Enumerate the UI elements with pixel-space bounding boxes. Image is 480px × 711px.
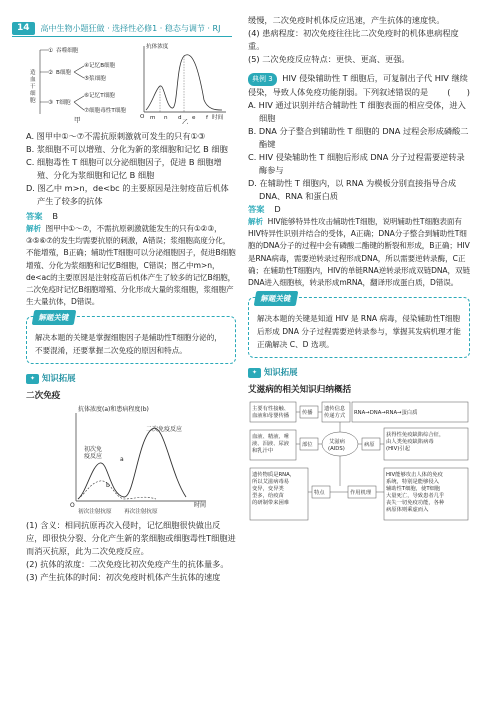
tip-box xyxy=(248,294,470,358)
question2-stem xyxy=(248,72,470,99)
header-rule xyxy=(12,36,232,37)
option-a: A. HIV 通过识别并结合辅助性 T 细胞表面的相应受体，进入细胞 xyxy=(248,100,466,123)
aids-concept-map xyxy=(248,400,470,526)
tip-text: 解决本题的关键是知道 HIV 是 RNA 病毒，侵染辅助性T细胞后形成 DNA 分子过程需要逆转录参与，掌握其发病机理才能正确解决 C、D 选项。 xyxy=(257,314,461,350)
stem-text: HIV 侵染辅助性 T 细胞后，可复制出子代 HIV 继续侵染，导致人体免疫功能削弱。下列叙述错误的是 xyxy=(248,73,468,97)
chart-time: 时间 xyxy=(194,502,207,510)
answer-bracket: ( ) xyxy=(447,87,470,97)
analysis-label: 解析 xyxy=(248,217,263,226)
fig-label: n xyxy=(164,115,168,121)
chart-second-injection: 再次注射抗原 xyxy=(124,509,158,516)
section-subtitle: 艾滋病的相关知识归纳概括 xyxy=(248,385,352,396)
map-text: RNA→DNA→RNA→蛋白质 xyxy=(354,410,418,417)
analysis xyxy=(26,223,236,308)
map-text: 获得性免疫缺陷综合征，由人类免疫缺陷病毒(HIV)引起 xyxy=(386,432,445,453)
bulb-icon: ✦ xyxy=(26,374,39,384)
map-text: 特点 xyxy=(314,490,325,497)
fig-brace-label: 造血干细胞 xyxy=(30,70,36,104)
question1-options xyxy=(26,130,236,208)
chart-first-injection: 初次注射抗原 xyxy=(78,509,112,516)
map-text: 主要有性接触、血液和母婴传播 xyxy=(252,406,290,420)
section-label: 知识拓展 xyxy=(42,373,76,384)
option-b: B. DNA 分子整合到辅助性 T 细胞的 DNA 过程会形成磷酸二酯键 xyxy=(248,126,469,149)
fig-graph-ylabel: 抗体浓度 xyxy=(146,44,169,50)
section-header xyxy=(248,366,470,379)
tip-title: 解题关键 xyxy=(32,310,77,325)
section-header xyxy=(26,372,236,385)
fig-node: ② xyxy=(48,70,54,76)
section-label: 知识拓展 xyxy=(264,367,298,378)
fig-node: ④记忆B细胞 xyxy=(84,63,116,69)
point-1: (1) 含义：相同抗原再次入侵时，记忆细胞很快做出反应，即很快分裂、分化产生新的浆细胞或细胞毒性T细胞进而消灭抗原，此为二次免疫反应。 xyxy=(26,520,236,557)
fig-node: ⑤浆细胞 xyxy=(84,76,106,82)
map-text: 遗传信息传递方式 xyxy=(324,406,346,420)
tip-title: 解题关键 xyxy=(254,291,299,306)
figure-secondary-immunity xyxy=(26,403,236,515)
page-number: 14 xyxy=(12,22,35,35)
option-c: C. HIV 侵染辅助性 T 细胞后形成 DNA 分子过程需要逆转录酶参与 xyxy=(248,152,465,175)
fig-node: T细胞 xyxy=(56,100,71,106)
map-box xyxy=(250,402,296,422)
fig-caption-left: 甲 xyxy=(74,116,81,124)
tip-box xyxy=(26,313,236,364)
map-text: 传播 xyxy=(302,410,313,417)
chart-label-b: b xyxy=(106,482,110,490)
fig-caption-right: 乙 xyxy=(182,118,189,124)
map-text: 作用机理 xyxy=(350,490,372,497)
example-badge: 典例 3 xyxy=(248,73,277,86)
immunity-points xyxy=(26,519,236,584)
analysis-label: 解析 xyxy=(26,224,41,233)
fig-label: f xyxy=(206,115,208,121)
map-text: 遗传物质是RNA，所以艾滋病毒易变异，变异类型多，给疫苗的研制带来困难 xyxy=(252,472,296,507)
section-subtitle: 二次免疫 xyxy=(26,391,61,402)
figure-immune-cells xyxy=(26,40,236,124)
option-a: A. 图甲中①～⑦不需抗原刺激就可发生的只有①③ xyxy=(26,131,206,141)
fig-node: 吞噬细胞 xyxy=(56,48,79,54)
map-text: HIV能够攻击人体的免疫系统，特别是能够侵入辅助性T细胞，使T细胞大量死亡，导致患者几乎丧失一切免疫功能，各种病原体则乘虚而入 xyxy=(386,472,445,514)
book-title: 高中生物小题狂做 · 选择性必修1 · 稳态与调节 · RJ xyxy=(40,23,221,33)
chart-label-secondary: 二次免疫反应 xyxy=(146,426,183,434)
continued-text: 缓慢，二次免疫时机体反应迅速，产生抗体的速度快。 xyxy=(248,15,445,25)
point-3: (3) 产生抗体的时间：初次免疫时机体产生抗体的速度 xyxy=(26,572,221,583)
right-column xyxy=(248,14,470,530)
fig-label: d xyxy=(178,115,182,121)
option-d: D. 图乙中 m>n，de<bc 的主要原因是注射疫苗后机体产生了较多的抗体 xyxy=(26,183,229,206)
chart-label-primary: 初次免疫反应 xyxy=(84,446,103,461)
option-c: C. 细胞毒性 T 细胞可以分泌细胞因子，促进 B 细胞增殖、分化为浆细胞和记忆 B 细胞 xyxy=(26,157,222,180)
answer-row xyxy=(26,210,236,223)
fig-origin: O xyxy=(140,114,145,120)
running-header xyxy=(12,21,220,35)
answer-label: 答案 xyxy=(26,211,43,221)
analysis-text: 图甲中①～⑦，不需抗原刺激就能发生的只有①②③，③⑤⑥⑦的发生均需要抗原的刺激，A错误；浆细胞高度分化，不能增殖，B正确；辅助性T细胞可以分泌细胞因子，促进B细胞增殖、分化为浆细胞和记忆B细胞，C错误；图乙中m>n，de<ac的主要原因是注射疫苗后机体产生了较多的记忆B细胞，二次免疫时记忆B细胞增殖、分化形成大量的浆细胞，浆细胞产生大量抗体，D错误。 xyxy=(26,224,236,307)
fig-node: ③ xyxy=(48,100,54,106)
map-center: 艾滋病(AIDS) xyxy=(328,439,345,453)
answer-value: D xyxy=(274,204,281,214)
fig-node: B细胞 xyxy=(56,70,72,76)
tip-text: 解决本题的关键是掌握细胞因子是辅助性T细胞分泌的，不要混淆，还要掌握二次免疫的原因和特点。 xyxy=(35,333,222,356)
map-text: 部位 xyxy=(302,442,313,449)
fig-label: 时间 xyxy=(212,115,224,121)
bulb-icon: ✦ xyxy=(248,368,261,378)
point-2: (2) 抗体的浓度：二次免疫比初次免疫产生的抗体量多。 xyxy=(26,559,229,570)
analysis xyxy=(248,216,470,289)
option-d: D. 在辅助性 T 细胞内，以 RNA 为模板分别直接指导合成 DNA、RNA 和蛋白质 xyxy=(248,178,457,201)
analysis-text: HIV能够特异性攻击辅助性T细胞，说明辅助性T细胞表面有HIV特异性识别并结合的受体，A正确；DNA分子整合到辅助性T细胞的DNA分子的过程中会有磷酸二酯键的断裂和形成，B正确；HIV是RNA病毒，需要逆转录过程形成DNA，所以需要逆转录酶，C正确；在辅助性T细胞内，HIV的单链RNA逆转录形成双链DNA，双链DNA进入细胞核，转录形成mRNA，翻译形成蛋白质，D错误。 xyxy=(248,217,471,288)
question2-options xyxy=(248,99,470,203)
point-5: (5) 二次免疫反应特点：更快、更高、更强。 xyxy=(248,54,410,64)
option-b: B. 浆细胞不可以增殖、分化为新的浆细胞和记忆 B 细胞 xyxy=(26,144,228,154)
map-text: 病原 xyxy=(364,442,375,449)
fig-label: m xyxy=(150,115,156,121)
answer-value: B xyxy=(52,211,59,221)
chart-origin: O xyxy=(70,502,75,510)
map-text: 血液、精液、唾液、泪液、尿液和乳汁中 xyxy=(252,434,290,455)
fig-label: e xyxy=(192,115,196,121)
fig-node: ① xyxy=(48,48,54,54)
point-4: (4) 患病程度：初次免疫往往比二次免疫时的机体患病程度重。 xyxy=(248,28,459,51)
left-column xyxy=(26,40,236,584)
chart-title: 抗体浓度(a)和患病程度(b) xyxy=(78,406,149,414)
answer-row xyxy=(248,203,470,216)
fig-node: ⑦细胞毒性T细胞 xyxy=(84,108,126,114)
fig-node: ⑥记忆T细胞 xyxy=(84,93,115,99)
answer-label: 答案 xyxy=(248,204,265,214)
chart-label-a: a xyxy=(120,456,124,464)
